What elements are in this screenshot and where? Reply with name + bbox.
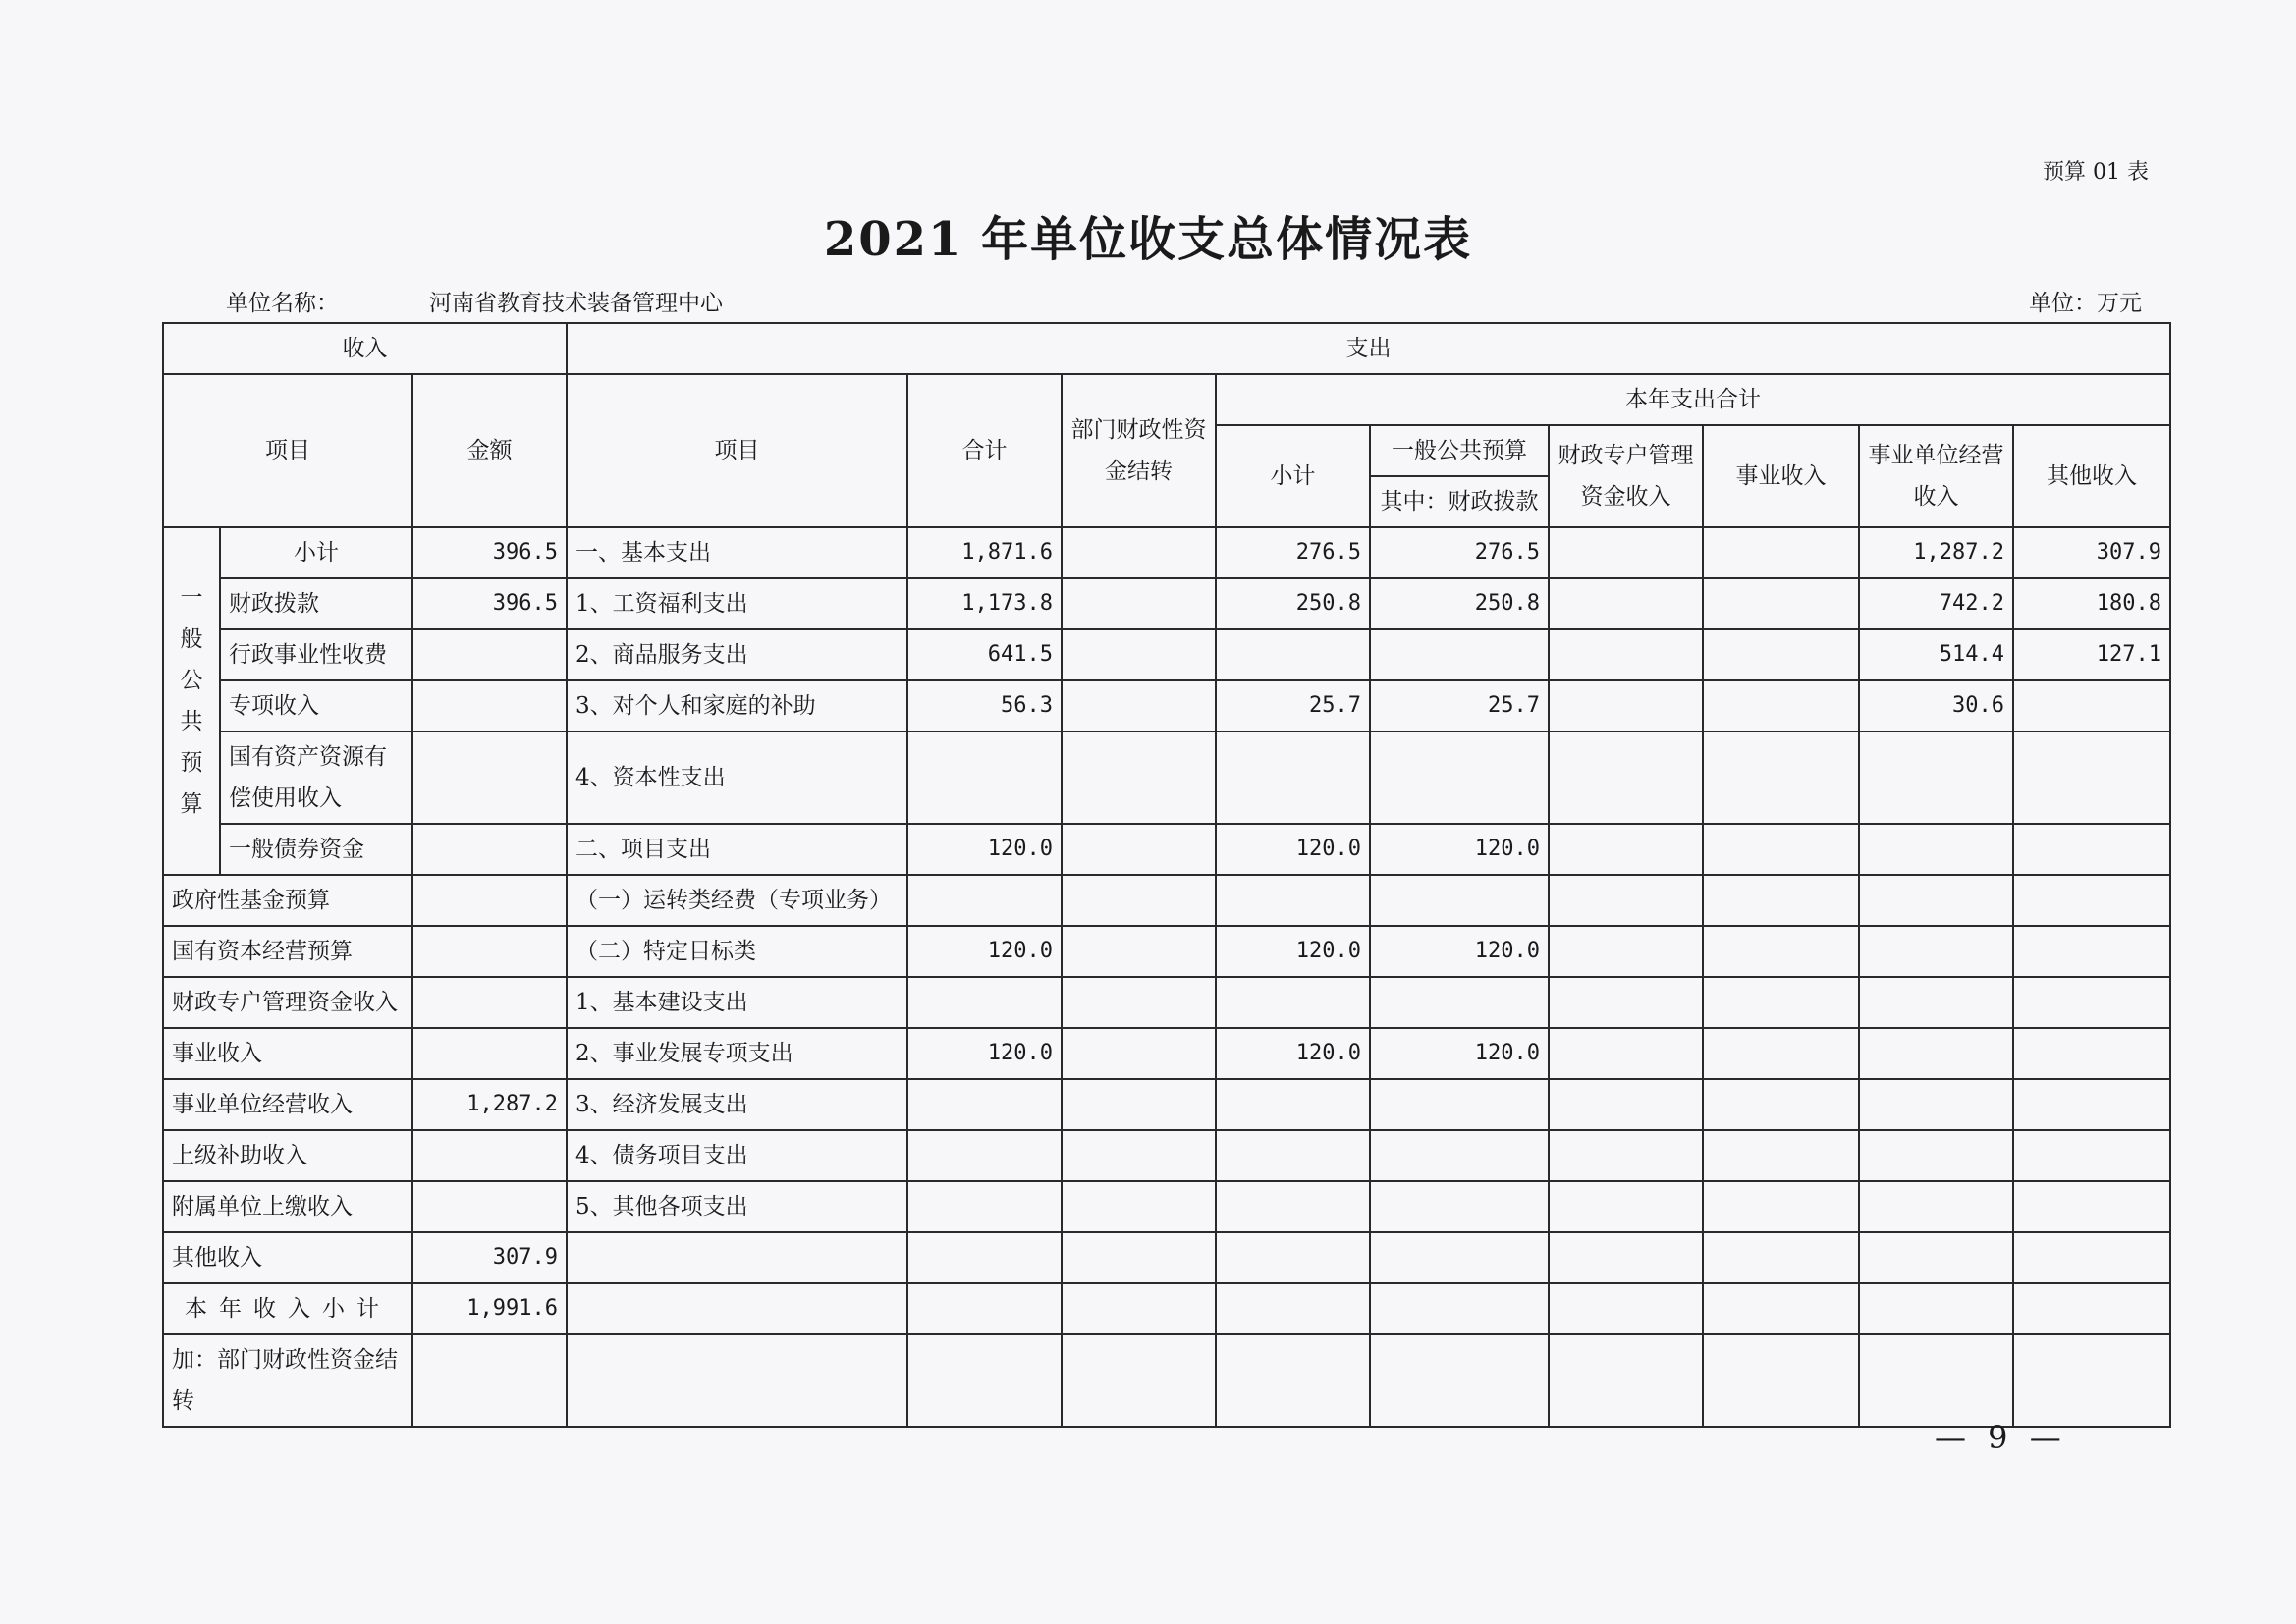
table-row [163, 1334, 2170, 1427]
operating-income-cell [1859, 824, 2013, 875]
carryover-cell [1062, 527, 1216, 578]
table-row [163, 1283, 2170, 1334]
income-amount-cell [412, 977, 567, 1028]
total-cell: 56.3 [907, 680, 1062, 731]
other-income-cell [2013, 875, 2170, 926]
carryover-cell [1062, 1079, 1216, 1130]
operating-income-cell [1859, 1130, 2013, 1181]
expense-item-cell: 一、基本支出 [567, 527, 907, 578]
special-account-cell [1549, 1079, 1703, 1130]
special-account-cell [1549, 1232, 1703, 1283]
expense-item-header: 项目 [567, 374, 907, 527]
expense-item-cell: （一）运转类经费（专项业务） [567, 875, 907, 926]
business-income-cell [1703, 1232, 1859, 1283]
expense-item-cell: 3、经济发展支出 [567, 1079, 907, 1130]
business-income-cell [1703, 1283, 1859, 1334]
table-row [163, 1181, 2170, 1232]
other-income-cell [2013, 1079, 2170, 1130]
fiscal-alloc-cell [1370, 1130, 1549, 1181]
subtotal-header: 小计 [1216, 425, 1370, 527]
table-row [163, 824, 2170, 875]
total-cell: 120.0 [907, 926, 1062, 977]
subtotal-cell [1216, 1232, 1370, 1283]
general-budget-header: 一般公共预算 [1370, 425, 1549, 476]
other-income-cell [2013, 1334, 2170, 1427]
total-header: 合计 [907, 374, 1062, 527]
income-item-cell: 国有资产资源有偿使用收入 [220, 731, 412, 824]
fiscal-alloc-cell: 120.0 [1370, 824, 1549, 875]
special-account-cell [1549, 926, 1703, 977]
operating-income-header: 事业单位经营收入 [1859, 425, 2013, 527]
income-amount-cell [412, 1334, 567, 1427]
other-income-cell [2013, 680, 2170, 731]
subtotal-cell: 276.5 [1216, 527, 1370, 578]
business-income-header: 事业收入 [1703, 425, 1859, 527]
fiscal-alloc-cell [1370, 1232, 1549, 1283]
operating-income-cell [1859, 1334, 2013, 1427]
business-income-cell [1703, 731, 1859, 824]
business-income-cell [1703, 527, 1859, 578]
operating-income-cell [1859, 977, 2013, 1028]
carryover-cell [1062, 977, 1216, 1028]
general-budget-group-label [163, 527, 220, 875]
total-cell [907, 977, 1062, 1028]
total-cell [907, 1079, 1062, 1130]
business-income-cell [1703, 977, 1859, 1028]
fiscal-alloc-cell: 276.5 [1370, 527, 1549, 578]
table-row [163, 875, 2170, 926]
expense-item-cell: 4、资本性支出 [567, 731, 907, 824]
subtotal-cell: 250.8 [1216, 578, 1370, 629]
fiscal-alloc-cell [1370, 1334, 1549, 1427]
budget-table [162, 322, 2171, 1428]
group-label-char: 共 [180, 709, 203, 734]
expense-item-cell: 1、基本建设支出 [567, 977, 907, 1028]
expense-item-cell: 二、项目支出 [567, 824, 907, 875]
total-cell [907, 1181, 1062, 1232]
group-label-char: 公 [180, 668, 203, 693]
operating-income-cell [1859, 1232, 2013, 1283]
group-label-char: 一 [180, 585, 203, 611]
income-amount-cell [412, 926, 567, 977]
table-row [163, 1232, 2170, 1283]
operating-income-cell [1859, 1079, 2013, 1130]
expense-item-cell: 1、工资福利支出 [567, 578, 907, 629]
business-income-cell [1703, 824, 1859, 875]
total-cell: 641.5 [907, 629, 1062, 680]
form-number: 预算 01 表 [2043, 160, 2149, 185]
carryover-header: 部门财政性资金结转 [1062, 374, 1216, 527]
operating-income-cell [1859, 731, 2013, 824]
header-row-2 [163, 374, 2170, 425]
operating-income-cell: 1,287.2 [1859, 527, 2013, 578]
income-item-cell: 上级补助收入 [163, 1130, 412, 1181]
group-label-char: 预 [180, 750, 203, 776]
total-cell [907, 1130, 1062, 1181]
table-row [163, 578, 2170, 629]
fiscal-alloc-cell [1370, 1283, 1549, 1334]
expense-item-cell: 2、事业发展专项支出 [567, 1028, 907, 1079]
income-item-cell: 国有资本经营预算 [163, 926, 412, 977]
operating-income-cell: 514.4 [1859, 629, 2013, 680]
income-amount-header: 金额 [412, 374, 567, 527]
business-income-cell [1703, 1181, 1859, 1232]
income-amount-cell: 396.5 [412, 527, 567, 578]
expense-item-cell: 2、商品服务支出 [567, 629, 907, 680]
expense-item-cell: （二）特定目标类 [567, 926, 907, 977]
other-income-cell [2013, 1181, 2170, 1232]
unit-name-label: 单位名称： [226, 291, 339, 316]
income-item-cell: 事业单位经营收入 [163, 1079, 412, 1130]
business-income-cell [1703, 1079, 1859, 1130]
business-income-cell [1703, 1130, 1859, 1181]
other-income-cell: 307.9 [2013, 527, 2170, 578]
table-row [163, 1130, 2170, 1181]
subtotal-cell [1216, 875, 1370, 926]
fiscal-alloc-cell [1370, 977, 1549, 1028]
expense-item-cell: 3、对个人和家庭的补助 [567, 680, 907, 731]
income-item-cell: 财政专户管理资金收入 [163, 977, 412, 1028]
table-row [163, 977, 2170, 1028]
subtotal-cell [1216, 1079, 1370, 1130]
income-amount-cell: 396.5 [412, 578, 567, 629]
fiscal-alloc-cell [1370, 1079, 1549, 1130]
fiscal-alloc-cell: 250.8 [1370, 578, 1549, 629]
carryover-cell [1062, 1181, 1216, 1232]
total-cell: 1,871.6 [907, 527, 1062, 578]
table-row [163, 527, 2170, 578]
special-account-cell [1549, 731, 1703, 824]
year-total-header: 本年支出合计 [1216, 374, 2170, 425]
expense-item-cell: 5、其他各项支出 [567, 1181, 907, 1232]
total-cell [907, 1334, 1062, 1427]
carryover-cell [1062, 926, 1216, 977]
income-amount-cell [412, 629, 567, 680]
fiscal-alloc-cell: 120.0 [1370, 1028, 1549, 1079]
other-income-cell [2013, 1232, 2170, 1283]
fiscal-alloc-cell [1370, 731, 1549, 824]
special-account-cell [1549, 1283, 1703, 1334]
fiscal-alloc-cell [1370, 629, 1549, 680]
income-amount-cell [412, 680, 567, 731]
other-income-header: 其他收入 [2013, 425, 2170, 527]
other-income-cell [2013, 824, 2170, 875]
other-income-cell [2013, 926, 2170, 977]
income-item-cell: 加：部门财政性资金结转 [163, 1334, 412, 1427]
header-row-1 [163, 323, 2170, 374]
carryover-cell [1062, 578, 1216, 629]
total-cell [907, 1283, 1062, 1334]
other-income-cell [2013, 1130, 2170, 1181]
income-item-cell: 财政拨款 [220, 578, 412, 629]
fiscal-alloc-cell: 120.0 [1370, 926, 1549, 977]
special-account-cell [1549, 1181, 1703, 1232]
money-unit: 单位：万元 [2029, 291, 2142, 316]
subtotal-cell: 120.0 [1216, 1028, 1370, 1079]
table-row [163, 680, 2170, 731]
subtotal-cell [1216, 1181, 1370, 1232]
income-item-cell: 一般债券资金 [220, 824, 412, 875]
special-account-cell [1549, 629, 1703, 680]
other-income-cell [2013, 1283, 2170, 1334]
income-amount-cell [412, 1028, 567, 1079]
other-income-cell [2013, 977, 2170, 1028]
income-amount-cell [412, 1130, 567, 1181]
subtotal-cell: 25.7 [1216, 680, 1370, 731]
subtotal-cell [1216, 1334, 1370, 1427]
carryover-cell [1062, 1334, 1216, 1427]
business-income-cell [1703, 926, 1859, 977]
income-item-cell: 专项收入 [220, 680, 412, 731]
income-amount-cell: 1,991.6 [412, 1283, 567, 1334]
total-cell: 1,173.8 [907, 578, 1062, 629]
business-income-cell [1703, 629, 1859, 680]
operating-income-cell [1859, 926, 2013, 977]
income-item-cell: 本年收入小计 [163, 1283, 412, 1334]
unit-name-value: 河南省教育技术装备管理中心 [429, 291, 723, 316]
income-amount-cell [412, 731, 567, 824]
carryover-cell [1062, 824, 1216, 875]
operating-income-cell [1859, 1181, 2013, 1232]
other-income-cell [2013, 1028, 2170, 1079]
other-income-cell: 180.8 [2013, 578, 2170, 629]
special-account-cell [1549, 527, 1703, 578]
subtotal-cell [1216, 1130, 1370, 1181]
total-cell [907, 1232, 1062, 1283]
special-account-header: 财政专户管理资金收入 [1549, 425, 1703, 527]
carryover-cell [1062, 1130, 1216, 1181]
business-income-cell [1703, 1334, 1859, 1427]
special-account-cell [1549, 578, 1703, 629]
page-number: — 9 — [1935, 1419, 2067, 1456]
subtotal-cell [1216, 731, 1370, 824]
unit-name-line [226, 285, 723, 317]
table-row [163, 1079, 2170, 1130]
subtotal-cell [1216, 977, 1370, 1028]
carryover-cell [1062, 1283, 1216, 1334]
business-income-cell [1703, 875, 1859, 926]
special-account-cell [1549, 875, 1703, 926]
group-label-char: 算 [180, 791, 203, 817]
business-income-cell [1703, 578, 1859, 629]
income-amount-cell [412, 824, 567, 875]
total-cell [907, 731, 1062, 824]
fiscal-alloc-cell [1370, 875, 1549, 926]
business-income-cell [1703, 1028, 1859, 1079]
operating-income-cell [1859, 1028, 2013, 1079]
special-account-cell [1549, 1334, 1703, 1427]
expense-item-cell [567, 1334, 907, 1427]
table-row [163, 1028, 2170, 1079]
table-row [163, 926, 2170, 977]
operating-income-cell [1859, 875, 2013, 926]
income-item-cell: 政府性基金预算 [163, 875, 412, 926]
expense-item-cell [567, 1232, 907, 1283]
income-item-cell: 行政事业性收费 [220, 629, 412, 680]
special-account-cell [1549, 824, 1703, 875]
subtotal-cell: 120.0 [1216, 926, 1370, 977]
carryover-cell [1062, 629, 1216, 680]
total-cell: 120.0 [907, 824, 1062, 875]
carryover-cell [1062, 1028, 1216, 1079]
operating-income-cell: 742.2 [1859, 578, 2013, 629]
subtotal-cell [1216, 629, 1370, 680]
income-header: 收入 [163, 323, 567, 374]
carryover-cell [1062, 680, 1216, 731]
income-amount-cell: 1,287.2 [412, 1079, 567, 1130]
carryover-cell [1062, 731, 1216, 824]
group-label-char: 般 [180, 626, 203, 652]
subtotal-cell [1216, 1283, 1370, 1334]
fiscal-alloc-cell [1370, 1181, 1549, 1232]
table-row [163, 629, 2170, 680]
expense-item-cell: 4、债务项目支出 [567, 1130, 907, 1181]
subtotal-cell: 120.0 [1216, 824, 1370, 875]
special-account-cell [1549, 1028, 1703, 1079]
operating-income-cell: 30.6 [1859, 680, 2013, 731]
other-income-cell [2013, 731, 2170, 824]
income-item-cell: 小计 [220, 527, 412, 578]
carryover-cell [1062, 1232, 1216, 1283]
income-item-cell: 事业收入 [163, 1028, 412, 1079]
income-item-header: 项目 [163, 374, 412, 527]
fiscal-alloc-cell: 25.7 [1370, 680, 1549, 731]
expense-item-cell [567, 1283, 907, 1334]
fiscal-alloc-header: 其中：财政拨款 [1370, 476, 1549, 527]
expense-header: 支出 [567, 323, 2170, 374]
income-item-cell: 其他收入 [163, 1232, 412, 1283]
special-account-cell [1549, 977, 1703, 1028]
special-account-cell [1549, 1130, 1703, 1181]
total-cell: 120.0 [907, 1028, 1062, 1079]
special-account-cell [1549, 680, 1703, 731]
income-amount-cell [412, 875, 567, 926]
business-income-cell [1703, 680, 1859, 731]
page-title: 2021 年单位收支总体情况表 [823, 212, 1473, 267]
operating-income-cell [1859, 1283, 2013, 1334]
income-item-cell: 附属单位上缴收入 [163, 1181, 412, 1232]
income-amount-cell [412, 1181, 567, 1232]
total-cell [907, 875, 1062, 926]
carryover-cell [1062, 875, 1216, 926]
income-amount-cell: 307.9 [412, 1232, 567, 1283]
other-income-cell: 127.1 [2013, 629, 2170, 680]
table-row [163, 731, 2170, 824]
